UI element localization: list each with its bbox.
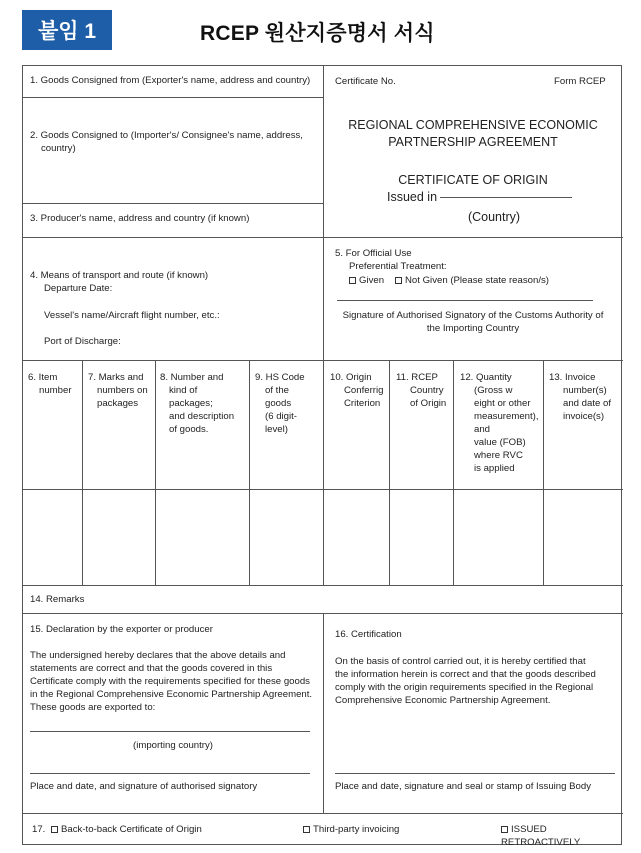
attachment-badge: 붙임 1 bbox=[22, 10, 112, 50]
issued-in-line bbox=[440, 197, 572, 198]
box16-certification-text: On the basis of control carried out, it is hereby certified that the information herein is correct and that the goods described comply with the origin requirements specified in the Regional Comprehensive Economic Partnership Agreement. bbox=[335, 656, 596, 706]
agreement-title-line2: PARTNERSHIP AGREEMENT bbox=[388, 135, 558, 149]
divider-col11 bbox=[453, 360, 454, 585]
not-given-label: Not Given (Please state reason/s) bbox=[405, 275, 549, 286]
col11-header: 11. RCEP Country of Origin bbox=[396, 372, 447, 409]
certificate-number-label: Certificate No. bbox=[335, 76, 396, 87]
rcep-certificate-form bbox=[22, 65, 622, 848]
box17-retroactive[interactable] bbox=[501, 823, 621, 849]
divider-col9 bbox=[323, 360, 324, 585]
box2-label-line1: 2. Goods Consigned to (Importer's/ Consignee's name, address, bbox=[30, 130, 303, 141]
issued-in-label: Issued in bbox=[387, 190, 438, 204]
divider-remarks-top bbox=[23, 585, 623, 586]
divider-row3 bbox=[23, 237, 623, 238]
given-option[interactable] bbox=[349, 274, 384, 287]
divider-box17 bbox=[23, 813, 623, 814]
retroactive-label: ISSUED RETROACTIVELY bbox=[501, 824, 581, 848]
customs-signature-label-line1: Signature of Authorised Signatory of the Customs Authority of bbox=[342, 310, 604, 321]
divider-row2 bbox=[23, 203, 323, 204]
vessel-name-label: Vessel's name/Aircraft flight number, etc.: bbox=[44, 310, 220, 321]
box4-label: 4. Means of transport and route (if known) bbox=[30, 270, 209, 281]
third-party-label: Third-party invoicing bbox=[313, 824, 400, 835]
not-given-checkbox[interactable] bbox=[395, 277, 402, 284]
box17-third-party[interactable] bbox=[303, 823, 399, 836]
box1-label: 1. Goods Consigned from (Exporter's name, address and country) bbox=[30, 75, 311, 86]
col10-header: 10. Origin Conferrig Criterion bbox=[330, 372, 384, 409]
divider-col7 bbox=[155, 360, 156, 585]
box15-title: 15. Declaration by the exporter or producer bbox=[30, 624, 213, 635]
port-of-discharge-label: Port of Discharge: bbox=[44, 336, 121, 347]
exporter-signature-label: Place and date, and signature of authorised signatory bbox=[30, 781, 258, 792]
box2-label-line2: country) bbox=[41, 143, 76, 154]
col13-header: 13. Invoice number(s) and date of invoice(s) bbox=[549, 372, 612, 422]
box14-remarks-label: 14. Remarks bbox=[30, 594, 85, 605]
customs-signature-label-line2: the Importing Country bbox=[426, 323, 520, 334]
col7-header: 7. Marks and numbers on packages bbox=[88, 372, 148, 409]
importing-country-line bbox=[30, 731, 310, 732]
box17-back-to-back[interactable] bbox=[32, 823, 202, 836]
given-checkbox[interactable] bbox=[349, 277, 356, 284]
departure-date-label: Departure Date: bbox=[44, 283, 113, 294]
retroactive-checkbox[interactable] bbox=[501, 826, 508, 833]
not-given-option[interactable] bbox=[395, 274, 549, 287]
customs-signature-line bbox=[337, 300, 593, 301]
divider-col8 bbox=[249, 360, 250, 585]
country-label: (Country) bbox=[467, 210, 521, 224]
box17-number: 17. bbox=[32, 824, 46, 835]
page-title: RCEP 원산지증명서 서식 bbox=[200, 22, 435, 45]
form-rcep-label: Form RCEP bbox=[554, 76, 606, 87]
box16-title: 16. Certification bbox=[335, 629, 402, 640]
back-to-back-checkbox[interactable] bbox=[51, 826, 58, 833]
certificate-of-origin-title: CERTIFICATE OF ORIGIN bbox=[398, 173, 548, 187]
agreement-title-line1: REGIONAL COMPREHENSIVE ECONOMIC bbox=[348, 118, 598, 132]
box3-label: 3. Producer's name, address and country (if known) bbox=[30, 213, 250, 224]
third-party-checkbox[interactable] bbox=[303, 826, 310, 833]
divider-col6 bbox=[82, 360, 83, 585]
col9-header: 9. HS Code of the goods (6 digit- level) bbox=[255, 372, 305, 435]
issuing-body-signature-label: Place and date, signature and seal or stamp of Issuing Body bbox=[335, 781, 591, 792]
divider-col10 bbox=[389, 360, 390, 585]
col8-header: 8. Number and kind of packages; and description of goods. bbox=[160, 372, 235, 435]
issuing-body-signature-line bbox=[335, 773, 615, 774]
back-to-back-label: Back-to-back Certificate of Origin bbox=[61, 824, 202, 835]
exporter-signature-line bbox=[30, 773, 310, 774]
divider-row1 bbox=[23, 97, 323, 98]
importing-country-label: (importing country) bbox=[133, 740, 213, 751]
col12-header: 12. Quantity (Gross w eight or other measurement), and value (FOB) where RVC is applied bbox=[460, 372, 539, 474]
box15-declaration: The undersigned hereby declares that the above details and statements are correct and that the goods covered in this Certificate comply with the requirements specified for these goods in the Regional Comprehensive Economic Partnership Agreement. These goods are exported to: bbox=[30, 650, 313, 713]
preferential-treatment-label: Preferential Treatment: bbox=[349, 261, 447, 272]
given-label: Given bbox=[359, 275, 385, 286]
box5-label: 5. For Official Use bbox=[335, 248, 412, 259]
divider-col12 bbox=[543, 360, 544, 585]
col6-header: 6. Item number bbox=[28, 372, 72, 396]
divider-bottom-center bbox=[323, 613, 324, 813]
